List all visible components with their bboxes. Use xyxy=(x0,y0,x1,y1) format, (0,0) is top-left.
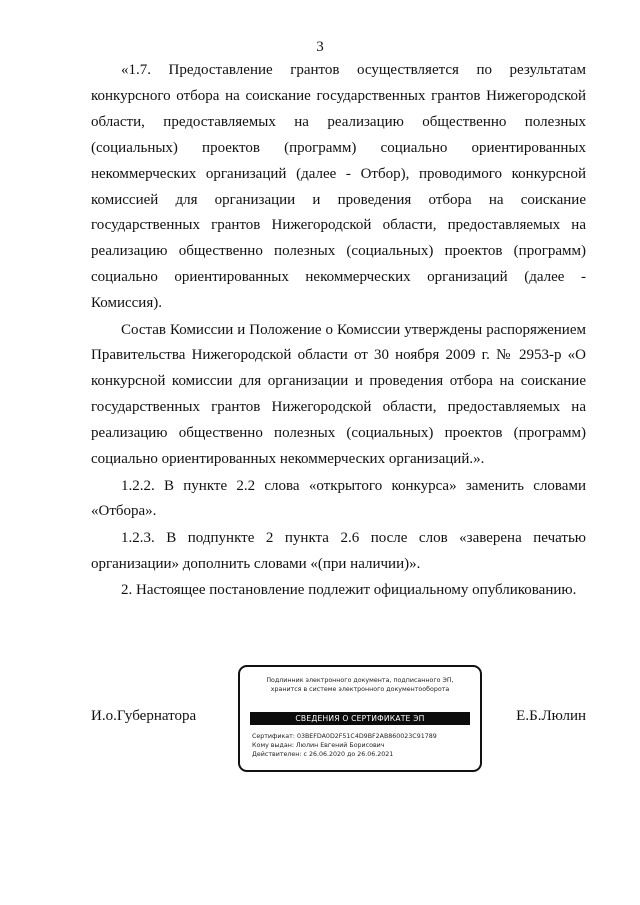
stamp-certificate: Сертификат: 03BEFDA0D2F51C4D9BF2AB860023C91789 xyxy=(252,733,437,740)
stamp-validity: Действителен: с 26.06.2020 до 26.06.2021 xyxy=(252,750,394,758)
paragraph-1-2-3: 1.2.3. В подпункте 2 пункта 2.6 после слов «заверена печатью организации» дополнить словами «(при наличии)». xyxy=(91,529,586,572)
stamp-issued-to: Кому выдан: Люлин Евгений Борисович xyxy=(252,741,385,749)
document-body xyxy=(91,58,586,604)
paragraph-1-2-2: 1.2.2. В пункте 2.2 слова «открытого конкурса» заменить словами «Отбора». xyxy=(91,477,586,520)
signer-position: И.о.Губернатора xyxy=(91,708,197,724)
stamp-notice xyxy=(240,676,480,694)
stamp-details xyxy=(252,733,472,759)
stamp-header: СВЕДЕНИЯ О СЕРТИФИКАТЕ ЭП xyxy=(250,712,470,725)
electronic-signature-stamp xyxy=(238,665,482,772)
paragraph-publication: 2. Настоящее постановление подлежит официальному опубликованию. xyxy=(121,582,577,599)
page-number: 3 xyxy=(316,39,324,55)
paragraph-1-7: «1.7. Предоставление грантов осуществляется по результатам конкурсного отбора на соискание государственных грантов Нижегородской области, предоставляемых на реализацию общественно полезных (социальных) проектов (программ) социально ориентированных некоммерческих организаций (далее - Отбор), проводимого конкурсной комиссией для организации и проведения отбора на соискание государственных грантов Нижегородской области, предоставляемых на реализацию общественно полезных (социальных) проектов (программ) социально ориентированных некоммерческих организаций (далее - Комиссия). xyxy=(91,62,586,312)
stamp-notice-line: хранится в системе электронного документооборота xyxy=(270,686,450,693)
paragraph-commission: Состав Комиссии и Положение о Комиссии утверждены распоряжением Правительства Нижегородской области от 30 ноября 2009 г. № 2953-р «О конкурсной комиссии для организации и проведения отбора на соискание государственных грантов Нижегородской области, предоставляемых на реализацию общественно полезных (социальных) проектов (программ) социально ориентированных некоммерческих организаций.». xyxy=(91,321,586,468)
stamp-notice-line: Подлинник электронного документа, подписанного ЭП, xyxy=(266,677,454,684)
signer-name: Е.Б.Люлин xyxy=(516,708,586,724)
